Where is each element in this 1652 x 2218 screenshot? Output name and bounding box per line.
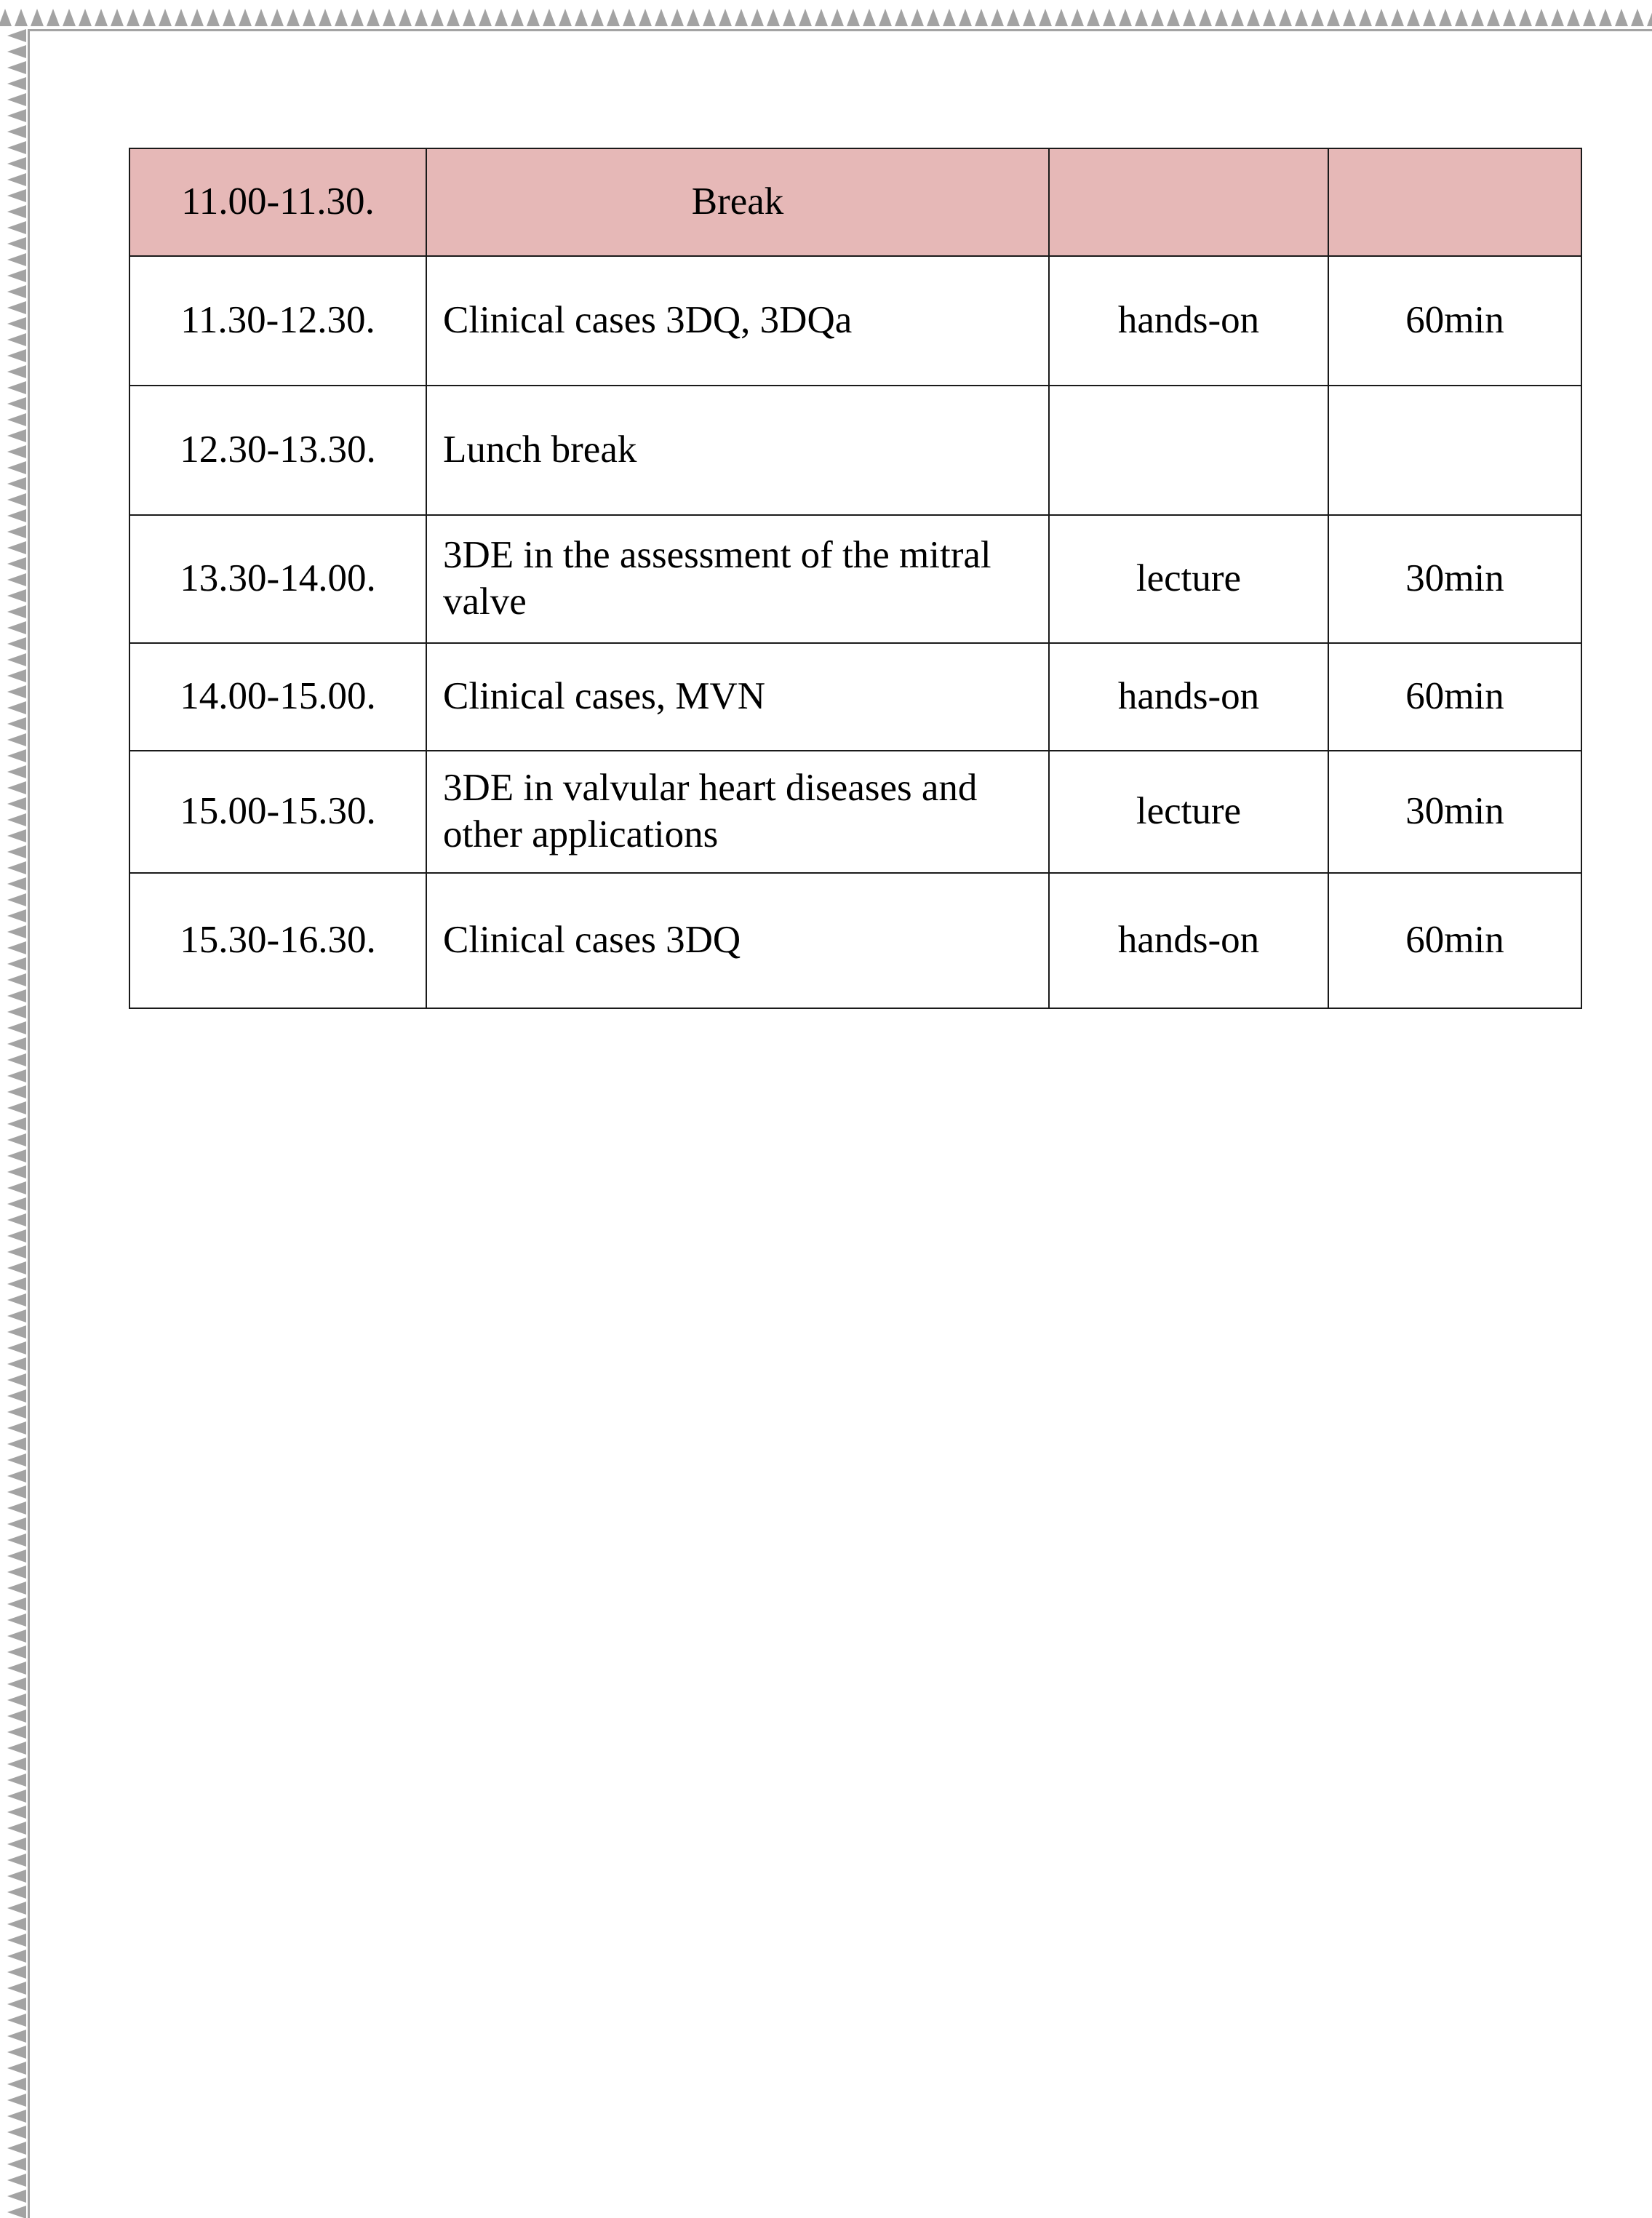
duration-cell: 60min [1328, 256, 1581, 386]
page-frame-top-line [28, 29, 1652, 31]
decorative-triangle-border-left [0, 28, 28, 2218]
schedule-row [129, 643, 1581, 751]
schedule-table [129, 148, 1582, 1009]
duration-cell: 60min [1328, 873, 1581, 1008]
schedule-row [129, 873, 1581, 1008]
schedule-row [129, 386, 1581, 515]
time-cell: 11.30-12.30. [129, 256, 426, 386]
time-cell: 15.00-15.30. [129, 751, 426, 873]
type-cell [1049, 386, 1328, 515]
decorative-triangle-border-top [0, 0, 1652, 28]
topic-cell: Break [426, 148, 1049, 256]
time-cell: 13.30-14.00. [129, 515, 426, 643]
topic-cell: Clinical cases 3DQ [426, 873, 1049, 1008]
topic-cell: 3DE in the assessment of the mitral valve [426, 515, 1049, 643]
duration-cell [1328, 386, 1581, 515]
duration-cell: 30min [1328, 515, 1581, 643]
time-cell: 11.00-11.30. [129, 148, 426, 256]
topic-cell: Clinical cases 3DQ, 3DQa [426, 256, 1049, 386]
time-cell: 15.30-16.30. [129, 873, 426, 1008]
type-cell: hands-on [1049, 256, 1328, 386]
type-cell: hands-on [1049, 643, 1328, 751]
type-cell [1049, 148, 1328, 256]
page-frame-left-line [28, 29, 30, 2218]
type-cell: lecture [1049, 515, 1328, 643]
schedule-row [129, 751, 1581, 873]
duration-cell: 60min [1328, 643, 1581, 751]
type-cell: hands-on [1049, 873, 1328, 1008]
time-cell: 12.30-13.30. [129, 386, 426, 515]
duration-cell [1328, 148, 1581, 256]
topic-cell: Clinical cases, MVN [426, 643, 1049, 751]
schedule-row-break [129, 148, 1581, 256]
schedule-row [129, 256, 1581, 386]
topic-cell: Lunch break [426, 386, 1049, 515]
schedule-row [129, 515, 1581, 643]
type-cell: lecture [1049, 751, 1328, 873]
duration-cell: 30min [1328, 751, 1581, 873]
topic-cell: 3DE in valvular heart diseases and other applications [426, 751, 1049, 873]
time-cell: 14.00-15.00. [129, 643, 426, 751]
